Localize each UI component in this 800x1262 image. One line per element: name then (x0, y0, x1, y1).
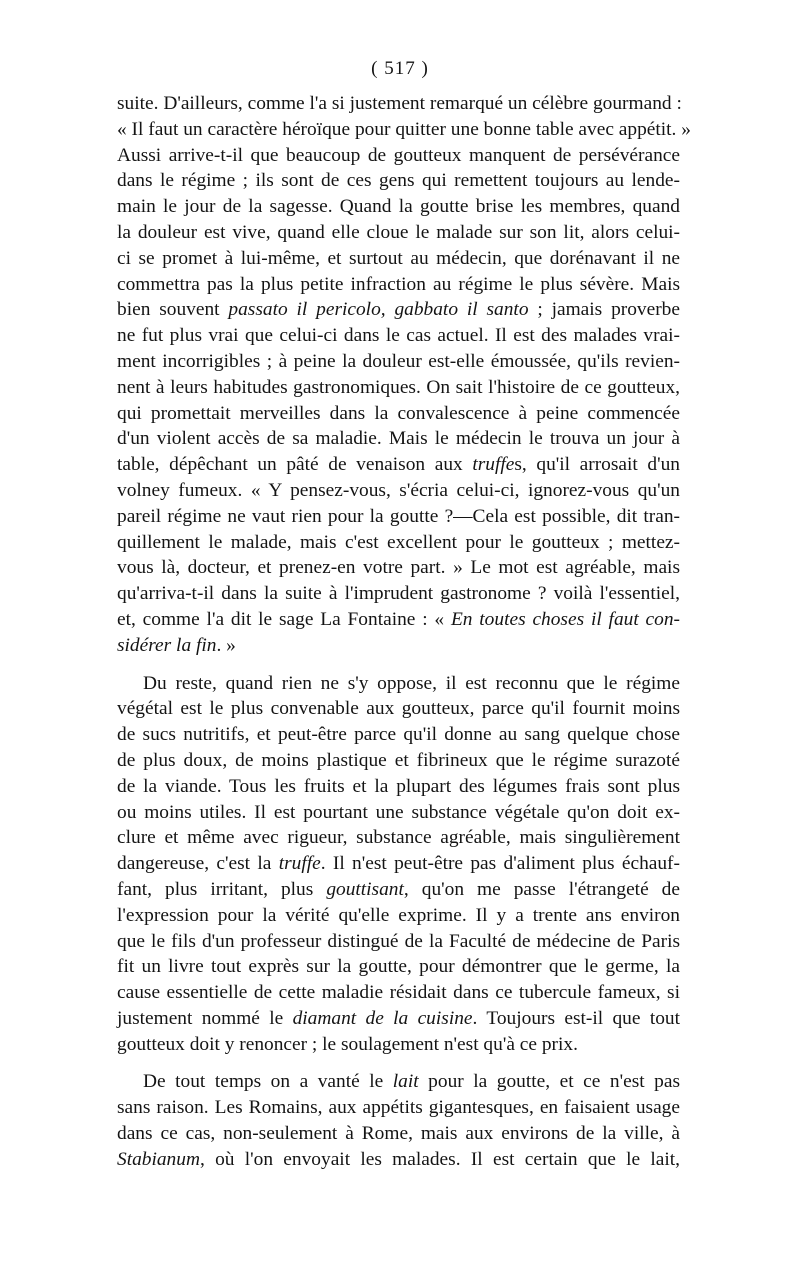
text-line: et, comme l'a dit le sage La Fontaine : « En toutes choses il faut con- (117, 608, 680, 630)
text-line: que le fils d'un professeur distingué de la Faculté de médecine de Paris (117, 930, 680, 952)
body-text (117, 91, 691, 1173)
text-line: bien souvent passato il pericolo, gabbato il santo ; jamais proverbe (117, 299, 680, 321)
text-line: dangereuse, c'est la truffe. Il n'est peut-être pas d'aliment plus échauf- (117, 853, 680, 875)
text-line: Du reste, quand rien ne s'y oppose, il est reconnu que le régime (143, 672, 680, 694)
text-line: main le jour de la sagesse. Quand la goutte brise les membres, quand (117, 196, 680, 218)
text-line: nent à leurs habitudes gastronomiques. On sait l'histoire de ce goutteux, (117, 376, 680, 398)
text-line: de la viande. Tous les fruits et la plupart des légumes frais sont plus (117, 775, 680, 797)
text-line: l'expression pour la vérité qu'elle exprime. Il y a trente ans environ (117, 904, 680, 926)
text-line: de plus doux, de moins plastique et fibrineux que le régime surazoté (117, 749, 680, 771)
text-line: pareil régime ne vaut rien pour la goutte ?—Cela est possible, dit tran- (117, 505, 680, 527)
text-line: vous là, docteur, et prenez-en votre part. » Le mot est agréable, mais (117, 557, 680, 579)
text-line: cause essentielle de cette maladie résidait dans ce tubercule fameux, si (117, 982, 680, 1004)
text-line: de sucs nutritifs, et peut-être parce qu'il donne au sang quelque chose (117, 724, 680, 746)
text-line: ci se promet à lui-même, et surtout au médecin, que dorénavant il ne (117, 247, 680, 269)
text-line: dans le régime ; ils sont de ces gens qui remettent toujours au lende- (117, 170, 680, 192)
text-line: De tout temps on a vanté le lait pour la goutte, et ce n'est pas (143, 1071, 680, 1093)
text-line: ne fut plus vrai que celui-ci dans le cas actuel. Il est des malades vrai- (117, 325, 680, 347)
text-line: fit un livre tout exprès sur la goutte, pour démontrer que le germe, la (117, 956, 680, 978)
paragraph-2 (117, 671, 680, 1058)
text-line: fant, plus irritant, plus gouttisant, qu'on me passe l'étrangeté de (117, 878, 680, 900)
text-line: ment incorrigibles ; à peine la douleur est-elle émoussée, qu'ils revien- (117, 350, 680, 372)
text-line: qu'arriva-t-il dans la suite à l'imprudent gastronome ? voilà l'essentiel, (117, 583, 680, 605)
text-line: quillement le malade, mais c'est excellent pour le goutteux ; mettez- (117, 531, 680, 553)
text-line: commettra pas la plus petite infraction au régime le plus sévère. Mais (117, 273, 680, 295)
text-line: clure et même avec rigueur, substance agréable, mais singulièrement (117, 827, 680, 849)
text-line: Stabianum, où l'on envoyait les malades. Il est certain que le lait, (117, 1148, 680, 1170)
text-line: la douleur est vive, quand elle cloue le malade sur son lit, alors celui- (117, 221, 680, 243)
paragraph-1 (117, 91, 691, 659)
text-line: dans ce cas, non-seulement à Rome, mais aux environs de la ville, à (117, 1123, 680, 1145)
page-number: ( 517 ) (371, 58, 429, 79)
text-line: suite. D'ailleurs, comme l'a si justement remarqué un célèbre gourmand : (117, 93, 682, 114)
text-line: Aussi arrive-t-il que beaucoup de goutteux manquent de persévérance (117, 144, 680, 166)
text-line: table, dépêchant un pâté de venaison aux truffes, qu'il arrosait d'un (117, 454, 680, 476)
text-line: ou moins utiles. Il est pourtant une substance végétale qu'on doit ex- (117, 801, 680, 823)
text-line: sidérer la fin. » (117, 634, 236, 656)
text-line: qui promettait merveilles dans la convalescence à peine commencée (117, 402, 680, 424)
text-line: végétal est le plus convenable aux goutteux, parce qu'il fournit moins (117, 698, 680, 720)
text-line: sans raison. Les Romains, aux appétits gigantesques, en faisaient usage (117, 1097, 680, 1119)
text-line: volney fumeux. « Y pensez-vous, s'écria celui-ci, ignorez-vous qu'un (117, 479, 680, 501)
text-line: d'un violent accès de sa maladie. Mais le médecin le trouva un jour à (117, 428, 680, 450)
text-line: justement nommé le diamant de la cuisine. Toujours est-il que tout (117, 1007, 680, 1029)
paragraph-3 (117, 1069, 680, 1172)
text-line: « Il faut un caractère héroïque pour quitter une bonne table avec appétit. » (117, 118, 691, 140)
text-line: goutteux doit y renoncer ; le soulagement n'est qu'à ce prix. (117, 1033, 578, 1055)
